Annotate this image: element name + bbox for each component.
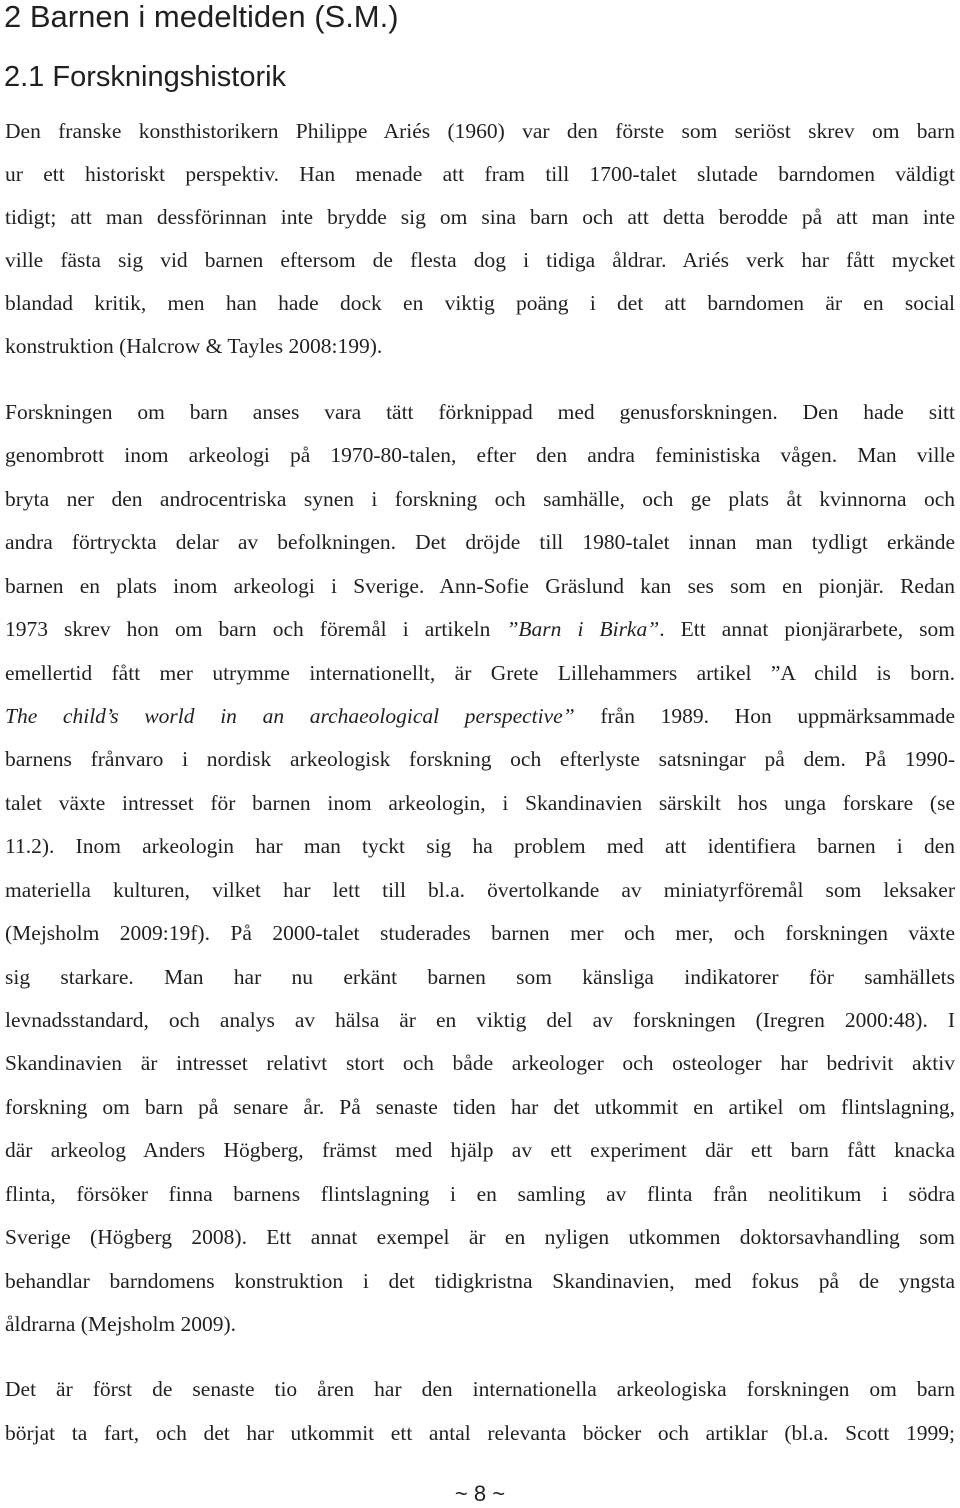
text-line: där arkeolog Anders Högberg, främst med hjälp av ett experiment där ett barn fått knacka — [5, 1138, 955, 1162]
text-line: Forskningen om barn anses vara tätt förknippad med genusforskningen. Den hade sitt — [5, 400, 955, 424]
text-line: sig starkare. Man har nu erkänt barnen som känsliga indikatorer för samhällets — [5, 965, 955, 989]
text-line: tidigt; att man dessförinnan inte brydde sig om sina barn och att detta berodde på att man inte — [5, 205, 955, 229]
text-line: flinta, försöker finna barnens flintslagning i en samling av flinta från neolitikum i södra — [5, 1182, 955, 1206]
text-line: The child’s world in an archaeological perspective” från 1989. Hon uppmärksammade — [5, 704, 955, 728]
text-line: materiella kulturen, vilket har lett till bl.a. övertolkande av miniatyrföremål som leksaker — [5, 878, 955, 902]
text-line: Skandinavien är intresset relativt stort och både arkeologer och osteologer har bedrivit aktiv — [5, 1051, 955, 1075]
text-line: bryta ner den androcentriska synen i forskning och samhälle, och ge plats åt kvinnorna och — [5, 487, 955, 511]
text-line: ville fästa sig vid barnen eftersom de flesta dog i tidiga åldrar. Ariés verk har fått mycket — [5, 248, 955, 272]
text-line: åldrarna (Mejsholm 2009). — [5, 1312, 237, 1336]
text-line: Sverige (Högberg 2008). Ett annat exempel är en nyligen utkommen doktorsavhandling som — [5, 1225, 955, 1249]
text-line: börjat ta fart, och det har utkommit ett antal relevanta böcker och artiklar (bl.a. Scott 1999; — [5, 1421, 955, 1445]
section-heading: 2.1 Forskningshistorik — [4, 61, 287, 93]
text-line: behandlar barndomens konstruktion i det tidigkristna Skandinavien, med fokus på de yngsta — [5, 1269, 955, 1293]
text-line: Det är först de senaste tio åren har den internationella arkeologiska forskningen om barn — [5, 1377, 955, 1401]
text-line: blandad kritik, men han hade dock en viktig poäng i det att barndomen är en social — [5, 291, 955, 315]
text-line: genombrott inom arkeologi på 1970-80-talen, efter den andra feministiska vågen. Man ville — [5, 443, 955, 467]
text-line: levnadsstandard, och analys av hälsa är en viktig del av forskningen (Iregren 2000:48). I — [5, 1008, 955, 1032]
italic-title: The child’s world in an archaeological perspective” — [5, 704, 575, 728]
text-line: 1973 skrev hon om barn och föremål i artikeln ”Barn i Birka”. Ett annat pionjärarbete, som — [5, 617, 955, 641]
chapter-heading: 2 Barnen i medeltiden (S.M.) — [4, 0, 399, 34]
italic-title: ”Barn i Birka” — [506, 617, 660, 641]
text-line: emellertid fått mer utrymme internationellt, är Grete Lillehammers artikel ”A child is born. — [5, 661, 955, 685]
text-line: barnens frånvaro i nordisk arkeologisk forskning och efterlyste satsningar på dem. På 1990- — [5, 747, 955, 771]
text-line: (Mejsholm 2009:19f). På 2000-talet studerades barnen mer och mer, och forskningen växte — [5, 921, 955, 945]
text-line: 11.2). Inom arkeologin har man tyckt sig ha problem med att identifiera barnen i den — [5, 834, 955, 858]
text-line: ur ett historiskt perspektiv. Han menade att fram till 1700-talet slutade barndomen väldigt — [5, 162, 955, 186]
text-line: Den franske konsthistorikern Philippe Ariés (1960) var den förste som seriöst skrev om barn — [5, 119, 955, 143]
text-line: talet växte intresset för barnen inom arkeologin, i Skandinavien särskilt hos unga forskare (se — [5, 791, 955, 815]
text-line: konstruktion (Halcrow & Tayles 2008:199). — [5, 334, 383, 358]
page-number: ~ 8 ~ — [454, 1481, 506, 1506]
text-line: forskning om barn på senare år. På senaste tiden har det utkommit en artikel om flintslagning, — [5, 1095, 955, 1119]
text-line: andra förtryckta delar av befolkningen. Det dröjde till 1980-talet innan man tydligt erkände — [5, 530, 955, 554]
text-line: barnen en plats inom arkeologi i Sverige. Ann-Sofie Gräslund kan ses som en pionjär. Redan — [5, 574, 955, 598]
